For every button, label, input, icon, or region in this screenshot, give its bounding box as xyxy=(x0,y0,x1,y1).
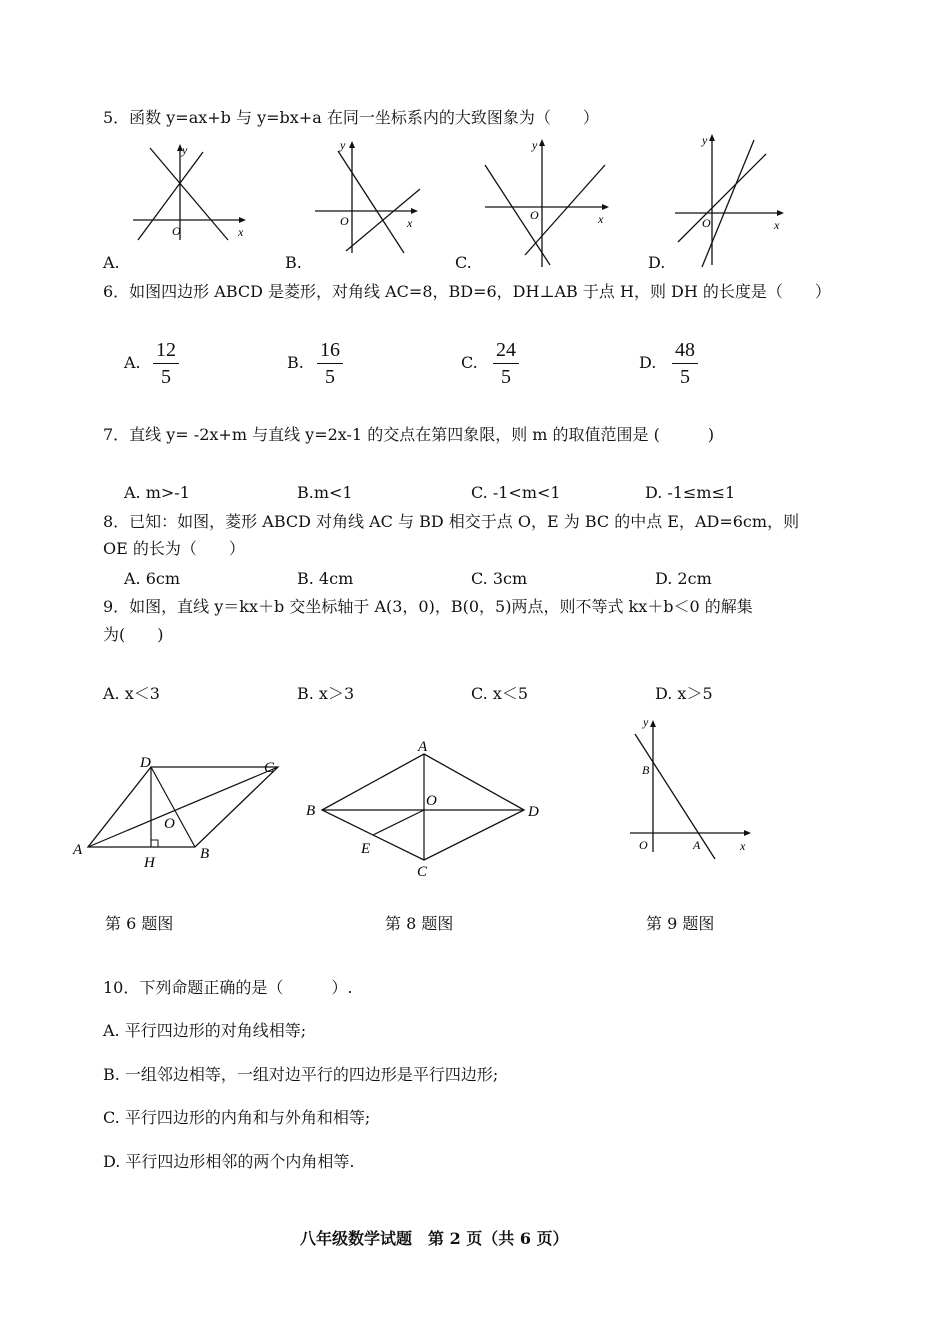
fig8-label-e: E xyxy=(361,841,371,857)
figure-q9 xyxy=(625,712,760,860)
q6-option-a-label: A. xyxy=(124,353,141,372)
q5-d-x-label: x xyxy=(774,218,780,232)
q9-option-a: A. x＜3 xyxy=(103,684,160,703)
q5-option-a: A. xyxy=(103,253,120,272)
fig9-label-x: x xyxy=(740,839,746,853)
fig9-label-b: B xyxy=(642,763,650,777)
q5-c-x-label: x xyxy=(598,212,604,226)
q6-option-c-fraction xyxy=(491,338,521,389)
q9-option-c: C. x＜5 xyxy=(471,684,529,703)
fig8-label-b: B xyxy=(306,803,316,819)
fig6-right-angle-mark xyxy=(151,840,158,847)
q6-d-denominator: 5 xyxy=(680,366,690,388)
q8-option-a: A. 6cm xyxy=(124,569,181,588)
figure-q6 xyxy=(68,750,288,875)
fig6-label-o: O xyxy=(164,816,175,832)
q6-stem: 6．如图四边形 ABCD 是菱形，对角线 AC=8，BD=6，DH⊥AB 于点 H，则 DH 的长度是（ ） xyxy=(103,282,831,301)
q8-stem-line1: 8．已知：如图，菱形 ABCD 对角线 AC 与 BD 相交于点 O，E 为 BC 的中点 E，AD=6cm，则 xyxy=(103,512,800,531)
fig8-segment-oe xyxy=(373,810,424,835)
q6-a-numerator: 12 xyxy=(156,339,176,361)
q7-option-c: C. -1<m<1 xyxy=(471,483,561,502)
fig6-label-d: D xyxy=(140,755,151,771)
fig6-label-b: B xyxy=(200,846,210,862)
fig8-caption: 第 8 题图 xyxy=(385,914,454,933)
q6-b-numerator: 16 xyxy=(320,339,340,361)
q6-b-denominator: 5 xyxy=(325,366,335,388)
q5-a-origin: O xyxy=(172,224,181,238)
figure-q8 xyxy=(300,738,550,880)
fig6-label-c: C xyxy=(264,760,275,776)
fig9-label-a: A xyxy=(693,838,701,852)
q8-stem-line2: OE 的长为（ ） xyxy=(103,539,245,558)
q8-option-b: B. 4cm xyxy=(297,569,354,588)
fig9-label-y: y xyxy=(643,715,649,729)
q5-d-origin: O xyxy=(702,216,711,230)
q5-option-d: D. xyxy=(648,253,666,272)
q5-graph-a xyxy=(128,140,253,250)
fig8-rhombus xyxy=(322,754,524,860)
q6-option-d-label: D. xyxy=(639,353,657,372)
q5-b-origin: O xyxy=(340,214,349,228)
q5-a-y-label: y xyxy=(182,143,188,157)
q5-graph-c xyxy=(480,135,615,270)
q6-d-numerator: 48 xyxy=(675,339,695,361)
fig9-label-o: O xyxy=(639,838,648,852)
q5-b-y-label: y xyxy=(340,138,346,152)
q9-option-b: B. x＞3 xyxy=(297,684,355,703)
q6-option-a-fraction xyxy=(151,338,181,389)
q6-a-denominator: 5 xyxy=(161,366,171,388)
q7-option-d: D. -1≤m≤1 xyxy=(645,483,736,502)
q5-a-x-label: x xyxy=(238,225,244,239)
q9-stem-line2: 为( ) xyxy=(103,625,164,644)
q9-stem-line1: 9．如图，直线 y＝kx＋b 交坐标轴于 A(3，0)，B(0，5)两点，则不等式 kx＋b＜0 的解集 xyxy=(103,597,753,616)
q5-graph-b xyxy=(310,135,430,255)
q5-option-b: B. xyxy=(285,253,302,272)
fig6-label-a: A xyxy=(73,842,83,858)
q8-option-c: C. 3cm xyxy=(471,569,528,588)
q5-d-y-label: y xyxy=(702,133,708,147)
page-footer: 八年级数学试题 第 2 页（共 6 页） xyxy=(300,1229,569,1248)
q6-option-c-label: C. xyxy=(461,353,478,372)
q10-option-a: A. 平行四边形的对角线相等; xyxy=(103,1021,307,1040)
q6-c-numerator: 24 xyxy=(496,339,516,361)
q6-c-denominator: 5 xyxy=(501,366,511,388)
q5-b-x-label: x xyxy=(407,216,413,230)
fig8-label-a: A xyxy=(418,739,428,755)
q5-option-c: C. xyxy=(455,253,472,272)
q5-c-origin: O xyxy=(530,208,539,222)
q9-option-d: D. x＞5 xyxy=(655,684,713,703)
fig6-caption: 第 6 题图 xyxy=(105,914,174,933)
q5-graph-d xyxy=(672,130,792,270)
q10-stem: 10．下列命题正确的是（ ）. xyxy=(103,978,353,997)
q5-c-y-label: y xyxy=(532,138,538,152)
q6-option-b-label: B. xyxy=(287,353,304,372)
q10-option-b: B. 一组邻边相等，一组对边平行的四边形是平行四边形; xyxy=(103,1065,499,1084)
q10-option-d: D. 平行四边形相邻的两个内角相等. xyxy=(103,1152,355,1171)
q6-option-d-fraction xyxy=(670,338,700,389)
q7-option-a: A. m>-1 xyxy=(124,483,190,502)
q10-option-c: C. 平行四边形的内角和与外角和相等; xyxy=(103,1108,371,1127)
fig6-diagonal-bd xyxy=(151,767,195,847)
fig8-label-c: C xyxy=(417,864,428,880)
fig8-label-o: O xyxy=(426,793,437,809)
fig9-caption: 第 9 题图 xyxy=(646,914,715,933)
fig6-diagonal-ac xyxy=(88,767,278,847)
q7-stem: 7．直线 y= -2x+m 与直线 y=2x-1 的交点在第四象限，则 m 的取值范围是 ( ) xyxy=(103,425,715,444)
q5-stem: 5．函数 y=ax+b 与 y=bx+a 在同一坐标系内的大致图象为（ ） xyxy=(103,108,599,127)
q8-option-d: D. 2cm xyxy=(655,569,712,588)
q6-option-b-fraction xyxy=(315,338,345,389)
fig8-label-d: D xyxy=(528,804,539,820)
fig6-label-h: H xyxy=(144,855,155,871)
q7-option-b: B.m<1 xyxy=(297,483,353,502)
